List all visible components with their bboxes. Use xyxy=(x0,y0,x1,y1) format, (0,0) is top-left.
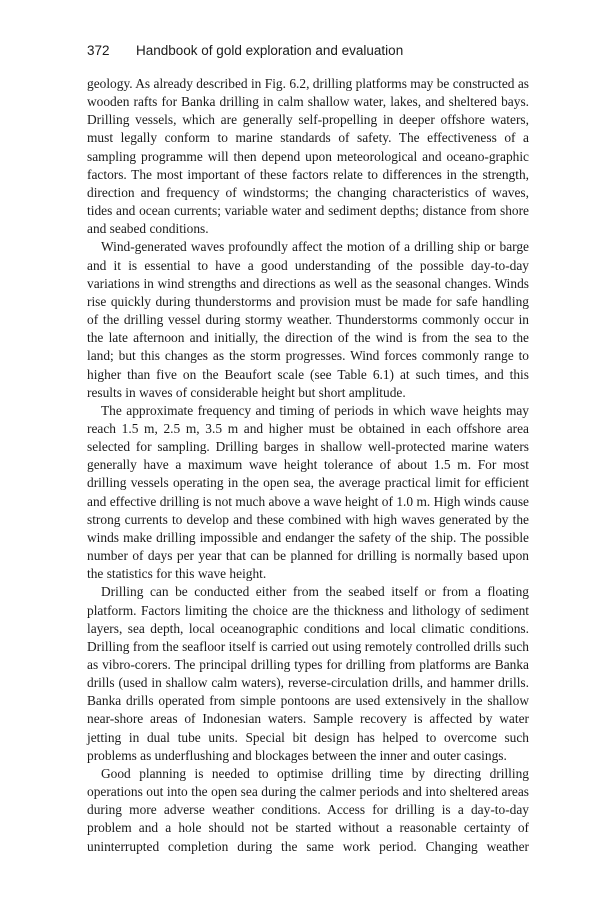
running-head xyxy=(87,42,403,60)
paragraph-planning: Good planning is needed to optimise drilling time by directing drilling operations out into the open sea during the calmer periods and into sheltered areas during more adverse weather conditions. Access for drilling is a day-to-day problem and a hole should not be started without a reasonable certainty of uninterrupted completion during the same work period. Changing weather xyxy=(87,765,529,854)
body-text xyxy=(87,75,529,856)
page-number: 372 xyxy=(87,43,110,58)
paragraph-drilling-methods: Drilling can be conducted either from the seabed itself or from a floating platform. Factors limiting the choice are the thickness and lithology of sediment layers, sea depth, local oceanographic conditions and local climatic conditions. Drilling from the seafloor itself is carried out using remotely controlled drills such as vibro-corers. The principal drilling types for drilling from platforms are Banka drills (used in shallow calm waters), reverse-circulation drills, and hammer drills. Banka drills operated from simple pontoons are used extensively in the shallow near-shore areas of Indonesian waters. Sample recovery is affected by water jetting in dual tube units. Special bit design has helped to overcome such problems as underflushing and blockages between the inner and outer casings. xyxy=(87,584,529,763)
paragraph-continued: geology. As already described in Fig. 6.2, drilling platforms may be constructed as wooden rafts for Banka drilling in calm shallow water, lakes, and sheltered bays. Drilling vessels, which are generally self-propelling in deeper offshore waters, must legally conform to marine standards of safety. The effectiveness of a sampling programme will then depend upon meteorological and oceano-graphic factors. The most important of these factors relate to differences in the strength, direction and frequency of windstorms; the changing characteristics of waves, tides and ocean currents; variable water and sediment depths; distance from shore and seabed conditions. xyxy=(87,76,529,237)
book-title: Handbook of gold exploration and evaluation xyxy=(136,43,404,58)
paragraph-wave-heights: The approximate frequency and timing of periods in which wave heights may reach 1.5 m, 2.5 m, 3.5 m and higher must be obtained in each offshore area selected for sampling. Drilling barges in shallow well-protected marine waters generally have a maximum wave height tolerance of about 1.5 m. For most drilling vessels operating in the open sea, the average practical limit for efficient and effective drilling is not much above a wave height of 1.0 m. High winds cause strong currents to develop and these combined with high waves generated by the winds make drilling impossible and endanger the safety of the ship. The possible number of days per year that can be planned for drilling is normally based upon the statistics for this wave height. xyxy=(87,402,529,582)
paragraph-wind-waves: Wind-generated waves profoundly affect the motion of a drilling ship or barge and it is essential to have a good understanding of the possible day-to-day variations in wind strengths and directions as well as the seasonal changes. Winds rise quickly during thunderstorms and provision must be made for safe handling of the drilling vessel during stormy weather. Thunderstorms commonly occur in the late afternoon and initially, the direction of the wind is from the sea to the land; but this changes as the storm progresses. Wind forces commonly range to higher than five on the Beaufort scale (see Table 6.1) at such times, and this results in waves of considerable height but short amplitude. xyxy=(87,239,529,400)
